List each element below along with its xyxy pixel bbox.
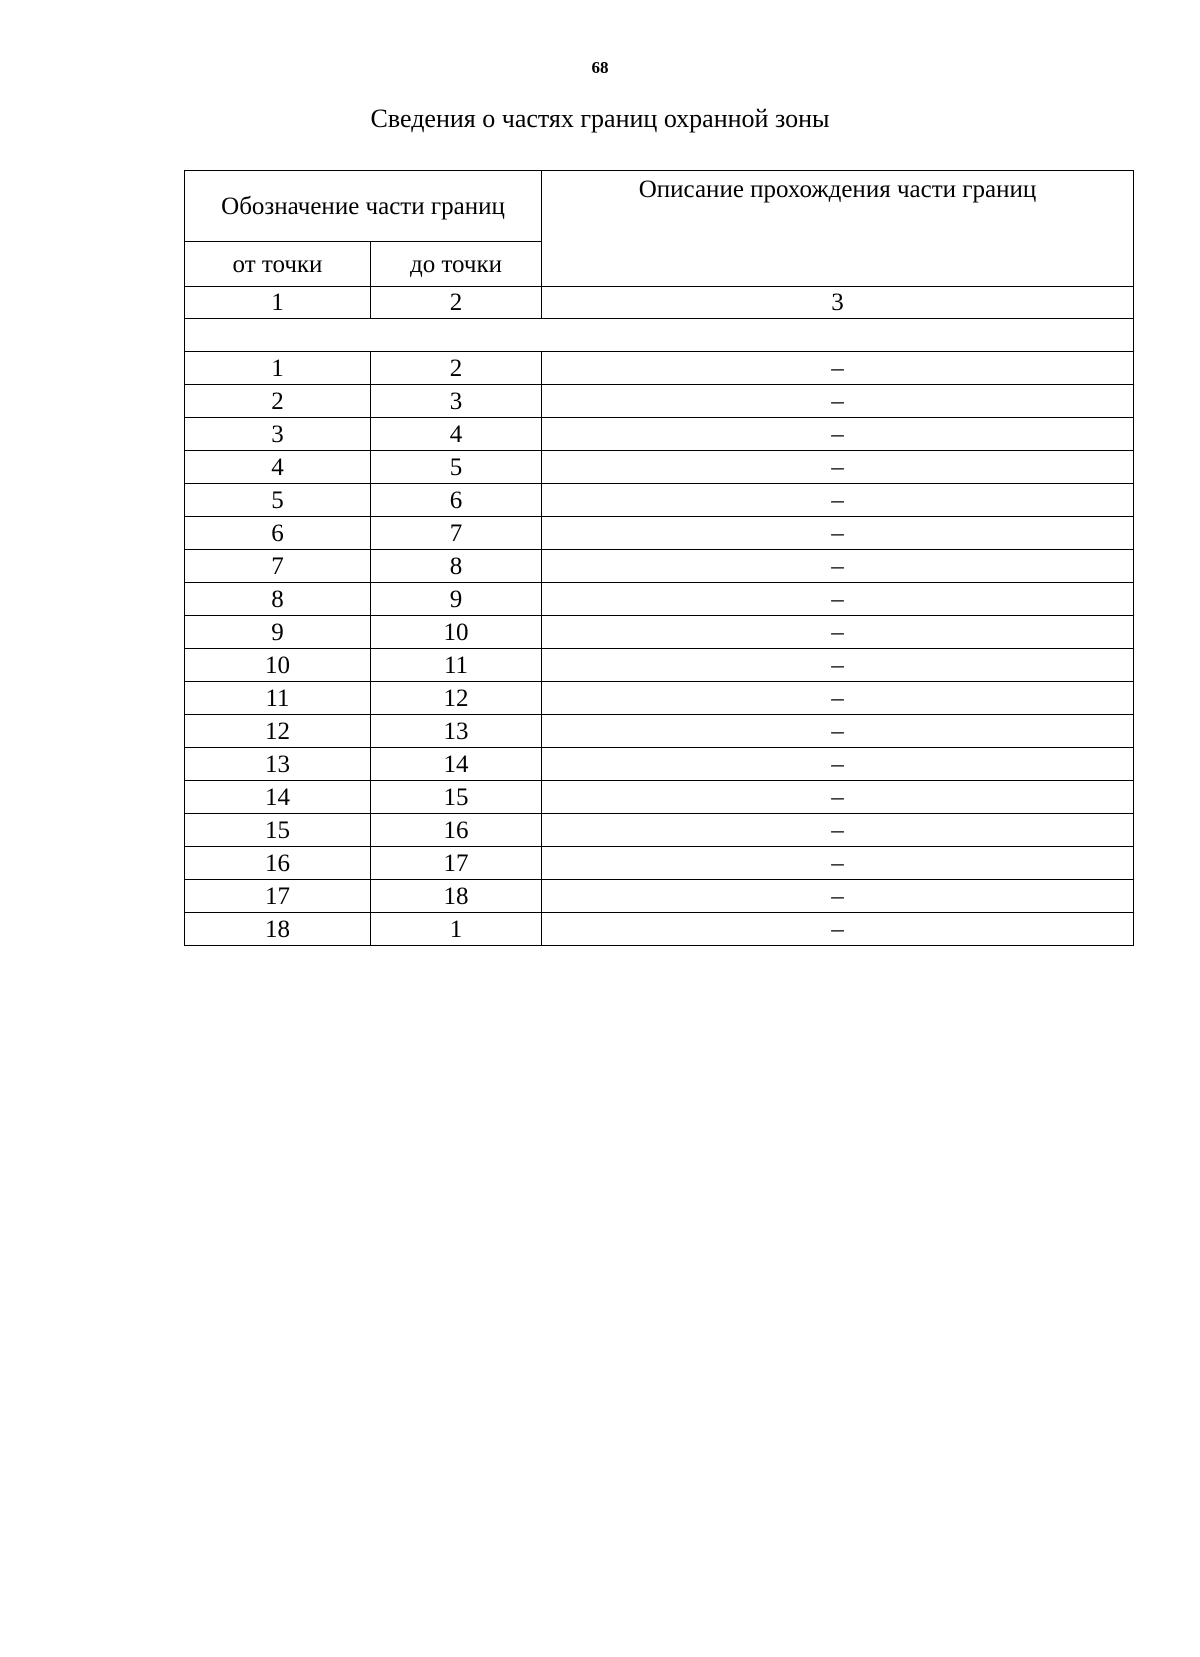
- cell-to-point: 9: [371, 583, 542, 616]
- cell-to-point: 16: [371, 814, 542, 847]
- column-number: 3: [542, 287, 1134, 319]
- header-from-point: от точки: [185, 242, 371, 287]
- cell-to-point: 6: [371, 484, 542, 517]
- cell-from-point: 9: [185, 616, 371, 649]
- table-row: [185, 550, 1134, 583]
- page-title: Сведения о частях границ охранной зоны: [370, 104, 830, 133]
- cell-to-point: 3: [371, 385, 542, 418]
- table-row: [185, 880, 1134, 913]
- blank-row: [185, 319, 1134, 352]
- cell-description: –: [542, 517, 1134, 550]
- cell-from-point: 6: [185, 517, 371, 550]
- cell-from-point: 11: [185, 682, 371, 715]
- cell-from-point: 14: [185, 781, 371, 814]
- table-row: [185, 484, 1134, 517]
- table-body: [185, 171, 1134, 946]
- table-row: [185, 913, 1134, 946]
- table-row: [185, 616, 1134, 649]
- cell-from-point: 3: [185, 418, 371, 451]
- cell-to-point: 5: [371, 451, 542, 484]
- cell-description: –: [542, 880, 1134, 913]
- column-number-row: [185, 287, 1134, 319]
- cell-from-point: 10: [185, 649, 371, 682]
- cell-from-point: 15: [185, 814, 371, 847]
- cell-to-point: 15: [371, 781, 542, 814]
- cell-from-point: 12: [185, 715, 371, 748]
- cell-description: –: [542, 715, 1134, 748]
- cell-from-point: 7: [185, 550, 371, 583]
- table-row: [185, 748, 1134, 781]
- cell-from-point: 13: [185, 748, 371, 781]
- table-row: [185, 715, 1134, 748]
- cell-from-point: 5: [185, 484, 371, 517]
- table-row: [185, 682, 1134, 715]
- cell-to-point: 13: [371, 715, 542, 748]
- cell-to-point: 17: [371, 847, 542, 880]
- cell-description: –: [542, 748, 1134, 781]
- table-row: [185, 517, 1134, 550]
- cell-from-point: 17: [185, 880, 371, 913]
- blank-cell: [185, 319, 1134, 352]
- cell-description: –: [542, 451, 1134, 484]
- cell-to-point: 10: [371, 616, 542, 649]
- table-row: [185, 649, 1134, 682]
- cell-from-point: 4: [185, 451, 371, 484]
- boundary-parts-table: [184, 170, 1134, 946]
- table-row: [185, 451, 1134, 484]
- cell-to-point: 8: [371, 550, 542, 583]
- cell-to-point: 14: [371, 748, 542, 781]
- cell-description: –: [542, 814, 1134, 847]
- cell-to-point: 7: [371, 517, 542, 550]
- cell-to-point: 18: [371, 880, 542, 913]
- table-row: [185, 781, 1134, 814]
- cell-from-point: 16: [185, 847, 371, 880]
- table-row: [185, 385, 1134, 418]
- cell-description: –: [542, 583, 1134, 616]
- header-row-top: [185, 171, 1134, 242]
- header-designation: Обозначение части границ: [185, 171, 542, 242]
- cell-description: –: [542, 913, 1134, 946]
- cell-to-point: 2: [371, 352, 542, 385]
- cell-description: –: [542, 385, 1134, 418]
- table-row: [185, 814, 1134, 847]
- cell-from-point: 2: [185, 385, 371, 418]
- cell-to-point: 4: [371, 418, 542, 451]
- cell-description: –: [542, 484, 1134, 517]
- cell-description: –: [542, 616, 1134, 649]
- cell-description: –: [542, 682, 1134, 715]
- column-number: 1: [185, 287, 371, 319]
- cell-to-point: 12: [371, 682, 542, 715]
- cell-description: –: [542, 550, 1134, 583]
- header-to-point: до точки: [371, 242, 542, 287]
- cell-description: –: [542, 418, 1134, 451]
- table-row: [185, 352, 1134, 385]
- cell-description: –: [542, 847, 1134, 880]
- cell-from-point: 1: [185, 352, 371, 385]
- table-row: [185, 847, 1134, 880]
- header-description: Описание прохождения части границ: [542, 171, 1134, 287]
- column-number: 2: [371, 287, 542, 319]
- table-row: [185, 418, 1134, 451]
- page-number: 68: [591, 58, 609, 77]
- cell-from-point: 8: [185, 583, 371, 616]
- cell-from-point: 18: [185, 913, 371, 946]
- table-row: [185, 583, 1134, 616]
- cell-description: –: [542, 781, 1134, 814]
- cell-to-point: 11: [371, 649, 542, 682]
- cell-description: –: [542, 352, 1134, 385]
- cell-to-point: 1: [371, 913, 542, 946]
- cell-description: –: [542, 649, 1134, 682]
